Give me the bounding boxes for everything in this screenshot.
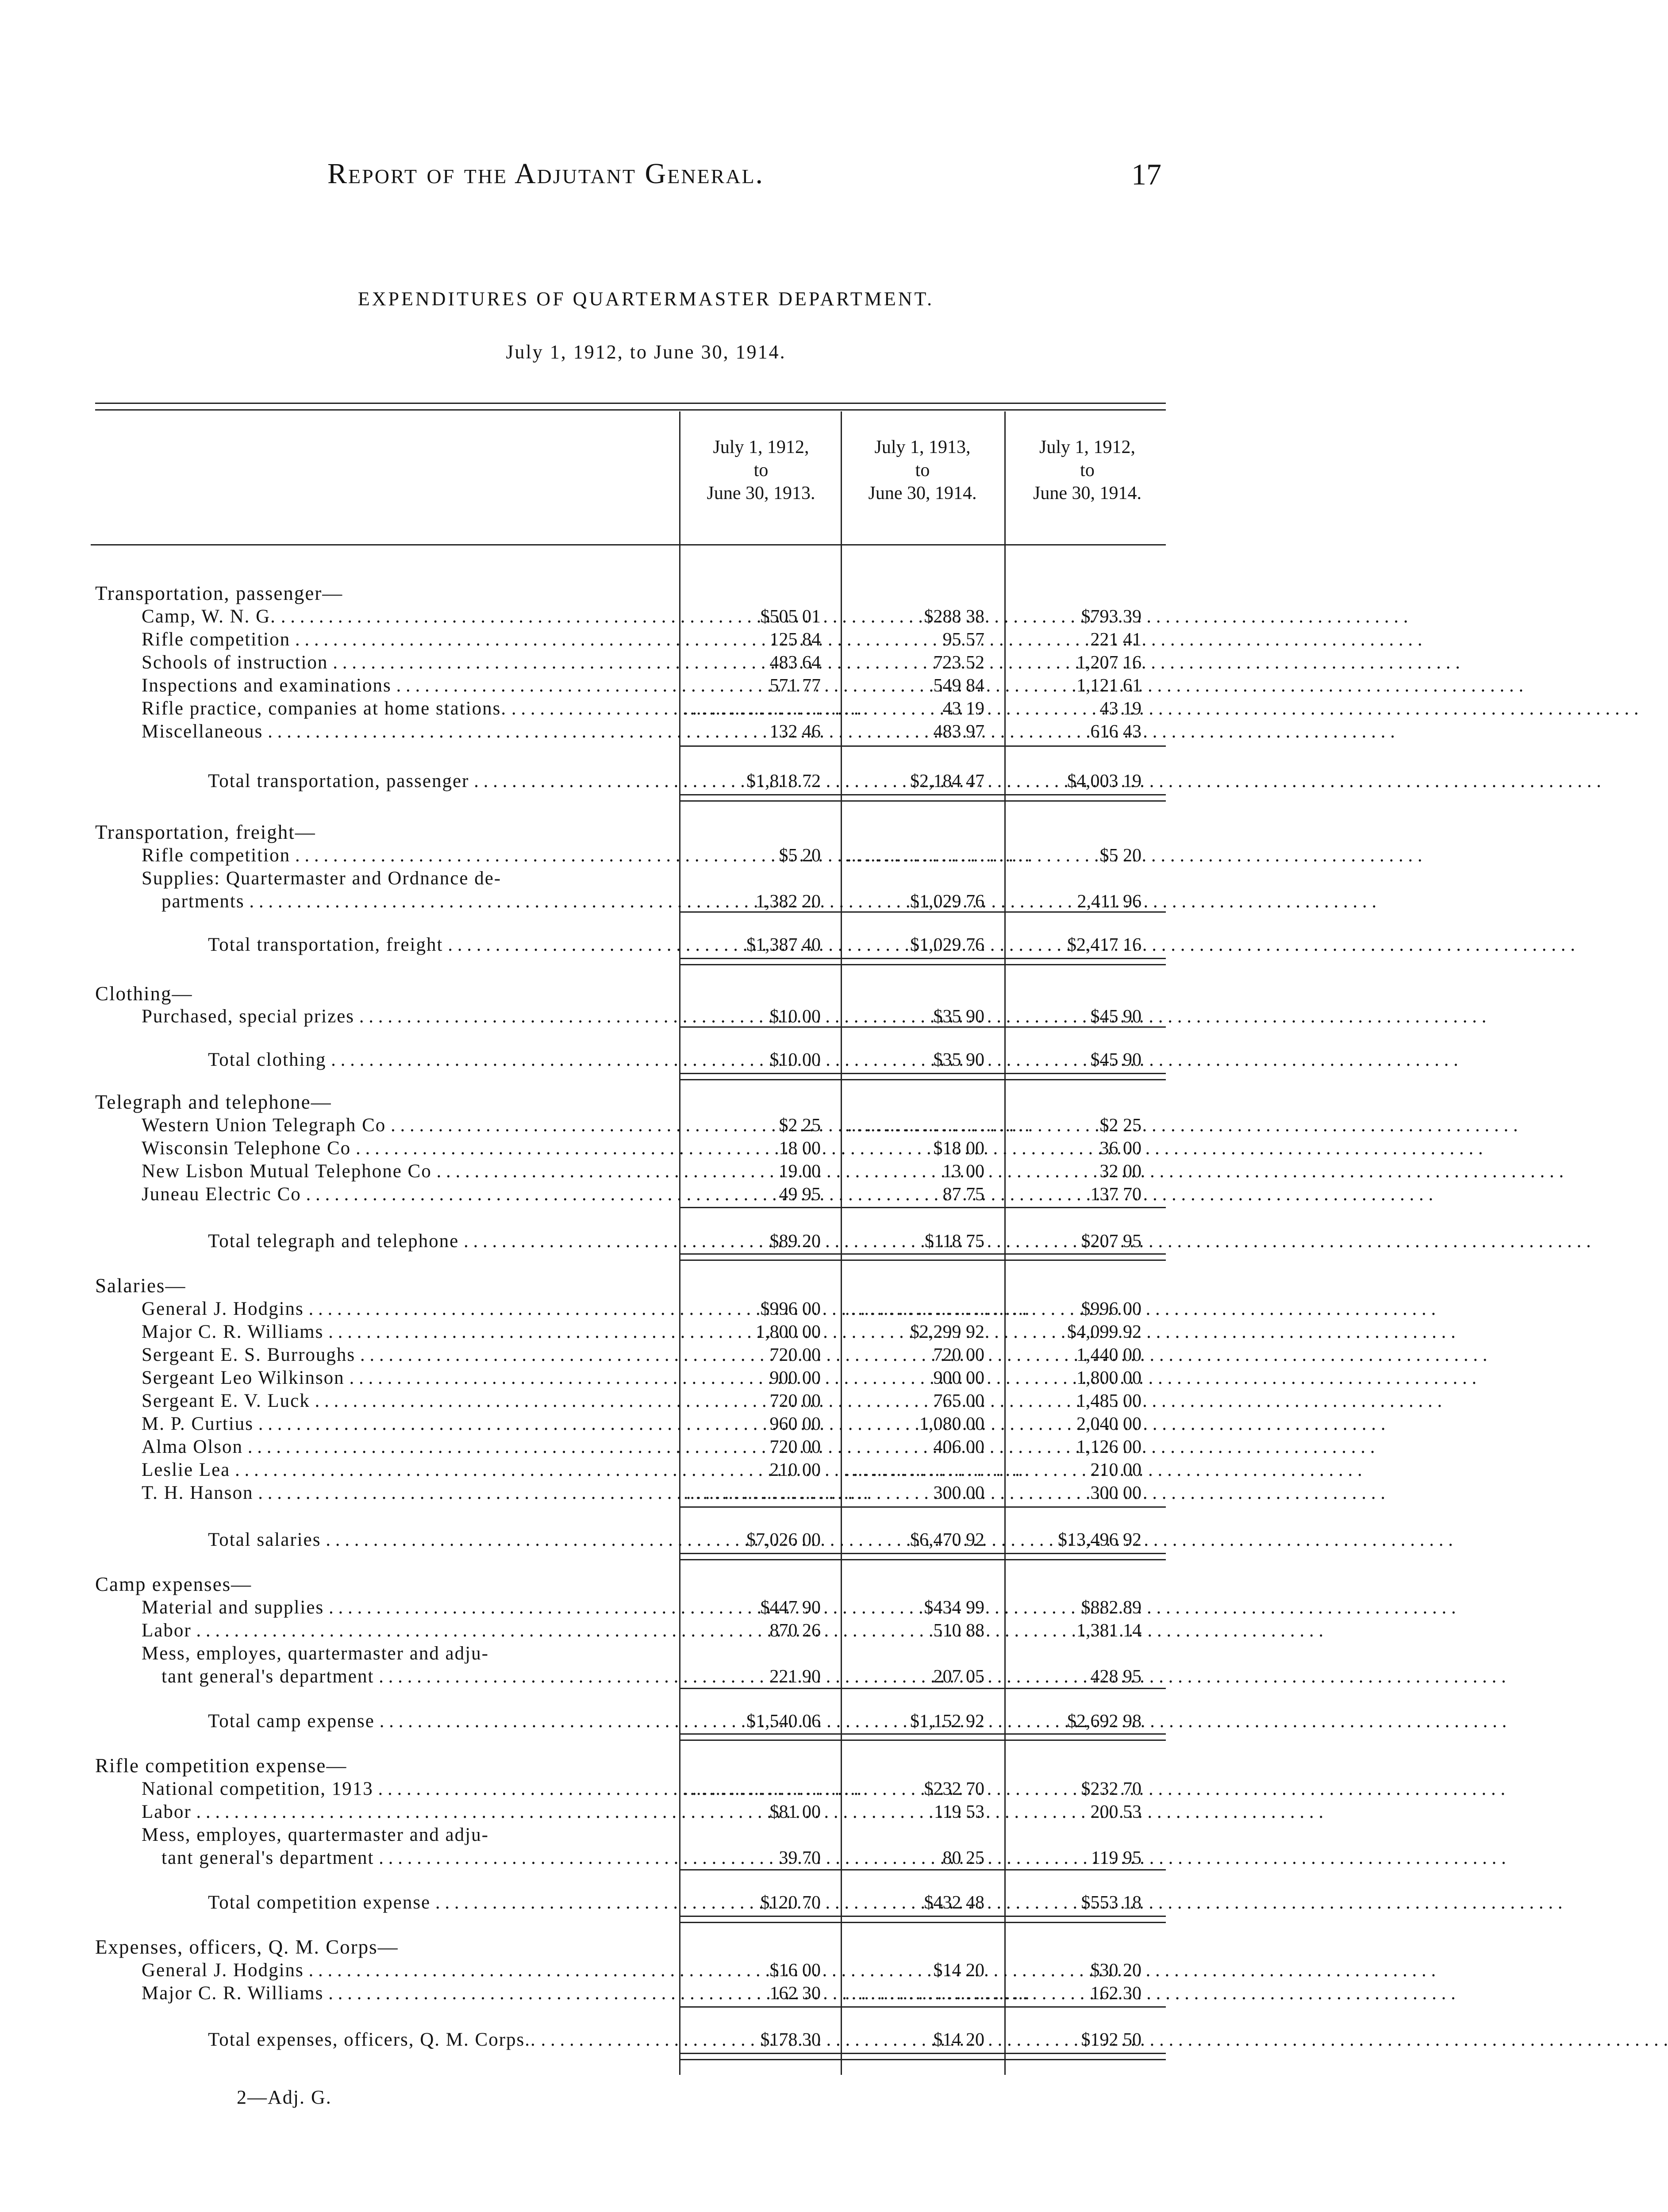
- rifle-heading-label: Rifle competition expense—: [95, 1755, 347, 1777]
- telegraph-item-1: [0, 1137, 1292, 1160]
- clothing-heading: [0, 982, 1292, 1005]
- clothing-item-0-label: Purchased, special prizes . . .: [142, 1005, 675, 1028]
- salaries-item-7: [0, 1459, 1292, 1482]
- camp-total-value-3: $2,692 98: [1067, 1711, 1141, 1732]
- transportation_freight-item-0-label: Rifle competition . . .: [142, 844, 675, 867]
- transportation_freight-total-value-3: $2,417 16: [1067, 935, 1141, 955]
- transportation_passenger-item-5-label: Miscellaneous . . .: [142, 720, 675, 743]
- clothing-total: [0, 1048, 1292, 1071]
- camp-item-2: [0, 1642, 1292, 1665]
- officers-total-value-3: $192 50: [1081, 2030, 1141, 2050]
- officers-total-value-2: $14 20: [933, 2030, 984, 2050]
- rifle-item-1: [0, 1801, 1292, 1824]
- transportation_passenger-rule-1: [679, 794, 1166, 795]
- rifle-item-1-value-2: 119 53: [934, 1802, 984, 1822]
- document-title: EXPENDITURES OF QUARTERMASTER DEPARTMENT.: [357, 288, 934, 310]
- telegraph-rule-0: [679, 1207, 1166, 1208]
- transportation_passenger-item-5-value-1: 132 46: [769, 722, 821, 742]
- rifle-total: [0, 1891, 1292, 1914]
- clothing-item-0-value-2: $35 90: [933, 1006, 984, 1027]
- salaries-item-0-empty-cell-2: .............................: [845, 1299, 1031, 1319]
- camp-rule-0: [679, 1688, 1166, 1689]
- salaries-item-8-label: T. H. Hanson . . .: [142, 1482, 675, 1505]
- transportation_passenger-item-4: [0, 697, 1292, 720]
- telegraph-total-value-2: $118 75: [925, 1231, 984, 1252]
- rifle-item-2-label: Mess, employes, quartermaster and adju-: [142, 1824, 489, 1845]
- salaries-item-0-value-3: $996 00: [1081, 1299, 1141, 1319]
- rifle-item-0-empty-cell-1: .............................: [684, 1779, 870, 1799]
- clothing-rule-1: [679, 1073, 1166, 1074]
- page-number: 17: [1131, 157, 1161, 191]
- salaries-item-3-label: Sergeant Leo Wilkinson . . .: [142, 1367, 675, 1390]
- transportation_passenger-total: [0, 770, 1292, 793]
- transportation_passenger-item-1-value-2: 95 57: [942, 630, 984, 650]
- table-top-rule: [95, 403, 1166, 404]
- officers-item-0-value-1: $16 00: [769, 1960, 821, 1981]
- salaries-item-1-label: Major C. R. Williams . . .: [142, 1321, 675, 1344]
- transportation_passenger-item-4-value-3: 43 19: [1099, 699, 1141, 719]
- camp-item-3-label: tant general's department . . .: [161, 1665, 675, 1688]
- telegraph-total-value-3: $207 95: [1081, 1231, 1141, 1252]
- transportation_passenger-item-5-value-3: 616 43: [1090, 722, 1141, 742]
- rifle-item-3: [0, 1847, 1292, 1870]
- officers-item-1-value-1: 162 30: [769, 1983, 821, 2004]
- transportation_passenger-item-1: [0, 628, 1292, 651]
- rifle-item-3-value-1: 39 70: [779, 1848, 821, 1868]
- rifle-rule-0: [679, 1869, 1166, 1870]
- rifle-item-0: [0, 1778, 1292, 1801]
- salaries-item-4: [0, 1390, 1292, 1413]
- clothing-total-value-3: $45 90: [1090, 1050, 1141, 1070]
- transportation_freight-item-1-label: Supplies: Quartermaster and Ordnance de-: [142, 868, 502, 889]
- rifle-total-label: Total competition expense . . .: [208, 1891, 675, 1914]
- document-subtitle: July 1, 1912, to June 30, 1914.: [506, 341, 786, 363]
- column-header-2: July 1, 1913, to June 30, 1914.: [868, 437, 977, 503]
- rifle-item-2: [0, 1824, 1292, 1847]
- transportation_freight-item-2-label: partments . . .: [161, 890, 675, 913]
- rifle-item-3-value-2: 80 25: [942, 1848, 984, 1868]
- telegraph-item-1-value-2: $18 00: [933, 1138, 984, 1159]
- column-header-3: July 1, 1912, to June 30, 1914.: [1033, 437, 1141, 503]
- salaries-item-4-value-1: 720 00: [769, 1391, 821, 1411]
- rifle-rule-1: [679, 1916, 1166, 1917]
- running-title: Report of the Adjutant General.: [327, 157, 765, 190]
- transportation_freight-heading: [0, 821, 1292, 844]
- salaries-item-8-value-3: 300 00: [1090, 1483, 1141, 1503]
- camp-item-3-value-3: 428 95: [1090, 1667, 1141, 1687]
- salaries-item-8: [0, 1482, 1292, 1505]
- officers-item-0-value-3: $30 20: [1090, 1960, 1141, 1981]
- salaries-item-4-value-3: 1,485 00: [1076, 1391, 1141, 1411]
- salaries-item-2-value-2: 720 00: [933, 1345, 984, 1365]
- transportation_passenger-item-5: [0, 720, 1292, 743]
- salaries-item-2-value-3: 1,440 00: [1076, 1345, 1141, 1365]
- transportation_freight-item-0-value-1: $5 20: [779, 845, 821, 866]
- camp-item-2-label: Mess, employes, quartermaster and adju-: [142, 1643, 489, 1664]
- camp-total: [0, 1710, 1292, 1733]
- camp-item-0-value-3: $882 89: [1081, 1598, 1141, 1618]
- table-top-rule-inner: [95, 409, 1166, 411]
- clothing-total-label: Total clothing . . .: [208, 1048, 675, 1071]
- transportation_freight-item-1: [0, 867, 1292, 890]
- rifle-item-3-value-3: 119 95: [1091, 1848, 1141, 1868]
- salaries-total-value-2: $6,470 92: [910, 1530, 984, 1550]
- salaries-item-7-empty-cell-2: .............................: [845, 1460, 1031, 1480]
- camp-item-1: [0, 1619, 1292, 1642]
- salaries-total-value-3: $13,496 92: [1058, 1530, 1141, 1550]
- telegraph-item-2-label: New Lisbon Mutual Telephone Co . . .: [142, 1160, 675, 1183]
- transportation_passenger-item-0: [0, 605, 1292, 628]
- telegraph-item-0: [0, 1114, 1292, 1137]
- officers-total: [0, 2028, 1292, 2051]
- transportation_freight-rule-1-double: [679, 964, 1166, 965]
- transportation_freight-total-value-1: $1,387 40: [746, 935, 821, 955]
- telegraph-item-0-value-1: $2 25: [779, 1115, 821, 1136]
- telegraph-item-3-value-2: 87 75: [942, 1184, 984, 1205]
- transportation_passenger-item-4-value-2: 43 19: [942, 699, 984, 719]
- officers-item-1-label: Major C. R. Williams . . .: [142, 1982, 675, 2005]
- salaries-rule-1-double: [679, 1559, 1166, 1560]
- salaries-item-0: [0, 1298, 1292, 1321]
- transportation_freight-heading-label: Transportation, freight—: [95, 821, 316, 843]
- telegraph-total-label: Total telegraph and telephone . . .: [208, 1230, 675, 1253]
- transportation_passenger-item-5-value-2: 483 97: [933, 722, 984, 742]
- rifle-item-1-value-1: $81 00: [769, 1802, 821, 1822]
- telegraph-item-2-value-1: 19 00: [779, 1161, 821, 1182]
- salaries-heading: [0, 1274, 1292, 1297]
- transportation_passenger-item-1-label: Rifle competition . . .: [142, 628, 675, 651]
- camp-item-3: [0, 1665, 1292, 1688]
- clothing-item-0: [0, 1005, 1292, 1028]
- transportation_passenger-item-2-value-1: 483 64: [769, 653, 821, 673]
- transportation_freight-rule-0: [679, 911, 1166, 913]
- clothing-heading-label: Clothing—: [95, 983, 193, 1005]
- officers-total-value-1: $178 30: [760, 2030, 821, 2050]
- officers-rule-1: [679, 2053, 1166, 2054]
- camp-item-0: [0, 1596, 1292, 1619]
- telegraph-total: [0, 1230, 1292, 1253]
- telegraph-heading: [0, 1091, 1292, 1114]
- clothing-rule-0: [679, 1026, 1166, 1028]
- telegraph-item-3-value-3: 137 70: [1090, 1184, 1141, 1205]
- rifle-item-0-value-3: $232 70: [1081, 1779, 1141, 1799]
- salaries-rule-0: [679, 1506, 1166, 1508]
- clothing-rule-1-double: [679, 1079, 1166, 1080]
- salaries-item-4-value-2: 765 00: [933, 1391, 984, 1411]
- camp-heading: [0, 1573, 1292, 1596]
- clothing-item-0-value-3: $45 90: [1090, 1006, 1141, 1027]
- officers-rule-1-double: [679, 2059, 1166, 2060]
- salaries-item-1-value-1: 1,800 00: [756, 1322, 821, 1342]
- telegraph-item-2: [0, 1160, 1292, 1183]
- rifle-item-1-label: Labor . . .: [142, 1801, 675, 1824]
- telegraph-item-3: [0, 1183, 1292, 1206]
- rifle-item-0-value-2: $232 70: [924, 1779, 984, 1799]
- salaries-item-6-label: Alma Olson . . .: [142, 1436, 675, 1459]
- officers-item-1-empty-cell-2: .............................: [845, 1983, 1031, 2004]
- camp-item-1-value-2: 510 88: [933, 1621, 984, 1641]
- telegraph-item-3-value-1: 49 95: [779, 1184, 821, 1205]
- transportation_passenger-item-0-value-1: $505 01: [760, 607, 821, 627]
- clothing-total-value-1: $10 00: [769, 1050, 821, 1070]
- salaries-item-2-label: Sergeant E. S. Burroughs . . .: [142, 1344, 675, 1367]
- telegraph-item-2-value-2: 13 00: [942, 1161, 984, 1182]
- camp-item-1-value-3: 1,381 14: [1076, 1621, 1141, 1641]
- transportation_passenger-item-2-label: Schools of instruction . . .: [142, 651, 675, 674]
- transportation_freight-item-0-value-3: $5 20: [1099, 845, 1141, 866]
- telegraph-item-0-value-3: $2 25: [1099, 1115, 1141, 1136]
- camp-item-0-value-2: $434 99: [924, 1598, 984, 1618]
- officers-item-0-value-2: $14 20: [933, 1960, 984, 1981]
- camp-total-value-1: $1,540 06: [746, 1711, 821, 1732]
- transportation_passenger-total-value-1: $1,818 72: [746, 771, 821, 791]
- telegraph-heading-label: Telegraph and telephone—: [95, 1091, 332, 1113]
- salaries-item-2-value-1: 720 00: [769, 1345, 821, 1365]
- telegraph-item-0-label: Western Union Telegraph Co . . .: [142, 1114, 675, 1137]
- salaries-item-3: [0, 1367, 1292, 1390]
- telegraph-item-1-label: Wisconsin Telephone Co . . .: [142, 1137, 675, 1160]
- salaries-item-5-value-1: 960 00: [769, 1414, 821, 1434]
- salaries-total-value-1: $7,026 00: [746, 1530, 821, 1550]
- officers-heading-label: Expenses, officers, Q. M. Corps—: [95, 1936, 399, 1958]
- salaries-total: [0, 1528, 1292, 1551]
- salaries-item-7-value-1: 210 00: [769, 1460, 821, 1480]
- camp-total-label: Total camp expense . . .: [208, 1710, 675, 1733]
- transportation_passenger-item-1-value-3: 221 41: [1090, 630, 1141, 650]
- salaries-item-0-label: General J. Hodgins . . .: [142, 1298, 675, 1321]
- transportation_passenger-heading: [0, 582, 1292, 605]
- transportation_passenger-item-3-value-3: 1,121 61: [1076, 676, 1141, 696]
- transportation_passenger-item-2: [0, 651, 1292, 674]
- officers-rule-0: [679, 2006, 1166, 2008]
- telegraph-rule-1: [679, 1253, 1166, 1255]
- telegraph-item-1-value-3: 36 00: [1099, 1138, 1141, 1159]
- salaries-item-6-value-1: 720 00: [769, 1437, 821, 1457]
- telegraph-total-value-1: $89 20: [769, 1231, 821, 1252]
- transportation_freight-item-2: [0, 890, 1292, 913]
- transportation_passenger-total-label: Total transportation, passenger . . .: [208, 770, 675, 793]
- telegraph-item-1-value-1: 18 00: [779, 1138, 821, 1159]
- transportation_passenger-total-value-3: $4,003 19: [1067, 771, 1141, 791]
- rifle-item-0-label: National competition, 1913 . . .: [142, 1778, 675, 1801]
- transportation_freight-total-value-2: $1,029 76: [910, 935, 984, 955]
- camp-item-1-value-1: 870 26: [769, 1621, 821, 1641]
- officers-heading: [0, 1936, 1292, 1959]
- salaries-item-3-value-1: 900 00: [769, 1368, 821, 1388]
- rifle-item-1-value-3: 200 53: [1090, 1802, 1141, 1822]
- camp-rule-1-double: [679, 1740, 1166, 1741]
- salaries-item-6-value-3: 1,126 00: [1076, 1437, 1141, 1457]
- transportation_passenger-item-0-value-2: $288 38: [924, 607, 984, 627]
- transportation_freight-total-label: Total transportation, freight . . .: [208, 933, 675, 956]
- transportation_freight-item-0: [0, 844, 1292, 867]
- camp-heading-label: Camp expenses—: [95, 1573, 252, 1595]
- camp-item-0-label: Material and supplies . . .: [142, 1596, 675, 1619]
- transportation_freight-item-2-value-3: 2,411 96: [1077, 891, 1141, 912]
- salaries-item-6: [0, 1436, 1292, 1459]
- salaries-item-1-value-2: $2,299 92: [910, 1322, 984, 1342]
- officers-item-0: [0, 1959, 1292, 1982]
- transportation_passenger-item-3-label: Inspections and examinations . . .: [142, 674, 675, 697]
- camp-rule-1: [679, 1733, 1166, 1735]
- salaries-item-1: [0, 1321, 1292, 1344]
- transportation_passenger-item-0-label: Camp, W. N. G. . . .: [142, 605, 675, 628]
- officers-item-0-label: General J. Hodgins . . .: [142, 1959, 675, 1982]
- transportation_freight-item-0-empty-cell-2: .............................: [845, 845, 1031, 866]
- camp-total-value-2: $1,152 92: [910, 1711, 984, 1732]
- rifle-item-3-label: tant general's department . . .: [161, 1847, 675, 1870]
- rifle-rule-1-double: [679, 1922, 1166, 1923]
- salaries-item-5-value-3: 2,040 00: [1076, 1414, 1141, 1434]
- salaries-heading-label: Salaries—: [95, 1275, 186, 1297]
- transportation_freight-item-2-value-1: 1,382 20: [756, 891, 821, 912]
- transportation_passenger-item-0-value-3: $793 39: [1081, 607, 1141, 627]
- transportation_passenger-item-2-value-2: 723 52: [933, 653, 984, 673]
- telegraph-item-3-label: Juneau Electric Co . . .: [142, 1183, 675, 1206]
- salaries-item-5-label: M. P. Curtius . . .: [142, 1413, 675, 1436]
- transportation_passenger-item-3-value-2: 549 84: [933, 676, 984, 696]
- telegraph-item-0-empty-cell-2: .............................: [845, 1115, 1031, 1136]
- transportation_passenger-heading-label: Transportation, passenger—: [95, 582, 343, 604]
- rifle-heading: [0, 1754, 1292, 1777]
- transportation_freight-rule-1: [679, 958, 1166, 959]
- salaries-item-8-value-2: 300 00: [933, 1483, 984, 1503]
- rifle-total-value-3: $553 18: [1081, 1893, 1141, 1913]
- salaries-item-7-value-3: 210 00: [1090, 1460, 1141, 1480]
- camp-item-1-label: Labor . . .: [142, 1619, 675, 1642]
- transportation_passenger-item-4-empty-cell-1: .............................: [684, 699, 870, 719]
- clothing-total-value-2: $35 90: [933, 1050, 984, 1070]
- rifle-total-value-2: $432 48: [924, 1893, 984, 1913]
- salaries-item-3-value-2: 900 00: [933, 1368, 984, 1388]
- salaries-rule-1: [679, 1553, 1166, 1554]
- telegraph-item-2-value-3: 32 00: [1099, 1161, 1141, 1182]
- officers-item-1-value-3: 162 30: [1090, 1983, 1141, 2004]
- transportation_passenger-rule-0: [679, 745, 1166, 747]
- salaries-item-5: [0, 1413, 1292, 1436]
- camp-item-0-value-1: $447 90: [760, 1598, 821, 1618]
- salaries-item-3-value-3: 1,800 00: [1076, 1368, 1141, 1388]
- transportation_passenger-item-2-value-3: 1,207 16: [1076, 653, 1141, 673]
- transportation_passenger-total-value-2: $2,184 47: [910, 771, 984, 791]
- salaries-item-1-value-3: $4,099 92: [1067, 1322, 1141, 1342]
- transportation_freight-item-2-value-2: $1,029 76: [910, 891, 984, 912]
- salaries-item-2: [0, 1344, 1292, 1367]
- rifle-total-value-1: $120 70: [760, 1893, 821, 1913]
- transportation_passenger-item-4-label: Rifle practice, companies at home stations. . . .: [142, 697, 675, 720]
- transportation_passenger-item-3-value-1: 571 77: [769, 676, 821, 696]
- salaries-item-0-value-1: $996 00: [760, 1299, 821, 1319]
- salaries-item-7-label: Leslie Lea . . .: [142, 1459, 675, 1482]
- camp-item-3-value-1: 221 90: [769, 1667, 821, 1687]
- clothing-item-0-value-1: $10 00: [769, 1006, 821, 1027]
- transportation_passenger-rule-1-double: [679, 800, 1166, 802]
- telegraph-rule-1-double: [679, 1260, 1166, 1261]
- page-signature: 2—Adj. G.: [237, 2086, 332, 2108]
- salaries-total-label: Total salaries . . .: [208, 1528, 675, 1551]
- salaries-item-8-empty-cell-1: .............................: [684, 1483, 870, 1503]
- officers-item-1: [0, 1982, 1292, 2005]
- salaries-item-5-value-2: 1,080 00: [919, 1414, 984, 1434]
- camp-item-3-value-2: 207 05: [933, 1667, 984, 1687]
- transportation_passenger-item-3: [0, 674, 1292, 697]
- salaries-item-6-value-2: 406 00: [933, 1437, 984, 1457]
- transportation_freight-total: [0, 933, 1292, 956]
- transportation_passenger-item-1-value-1: 125 84: [769, 630, 821, 650]
- column-header-1: July 1, 1912, to June 30, 1913.: [707, 437, 815, 503]
- officers-total-label: Total expenses, officers, Q. M. Corps.. . . .: [208, 2028, 675, 2051]
- salaries-item-4-label: Sergeant E. V. Luck . . .: [142, 1390, 675, 1413]
